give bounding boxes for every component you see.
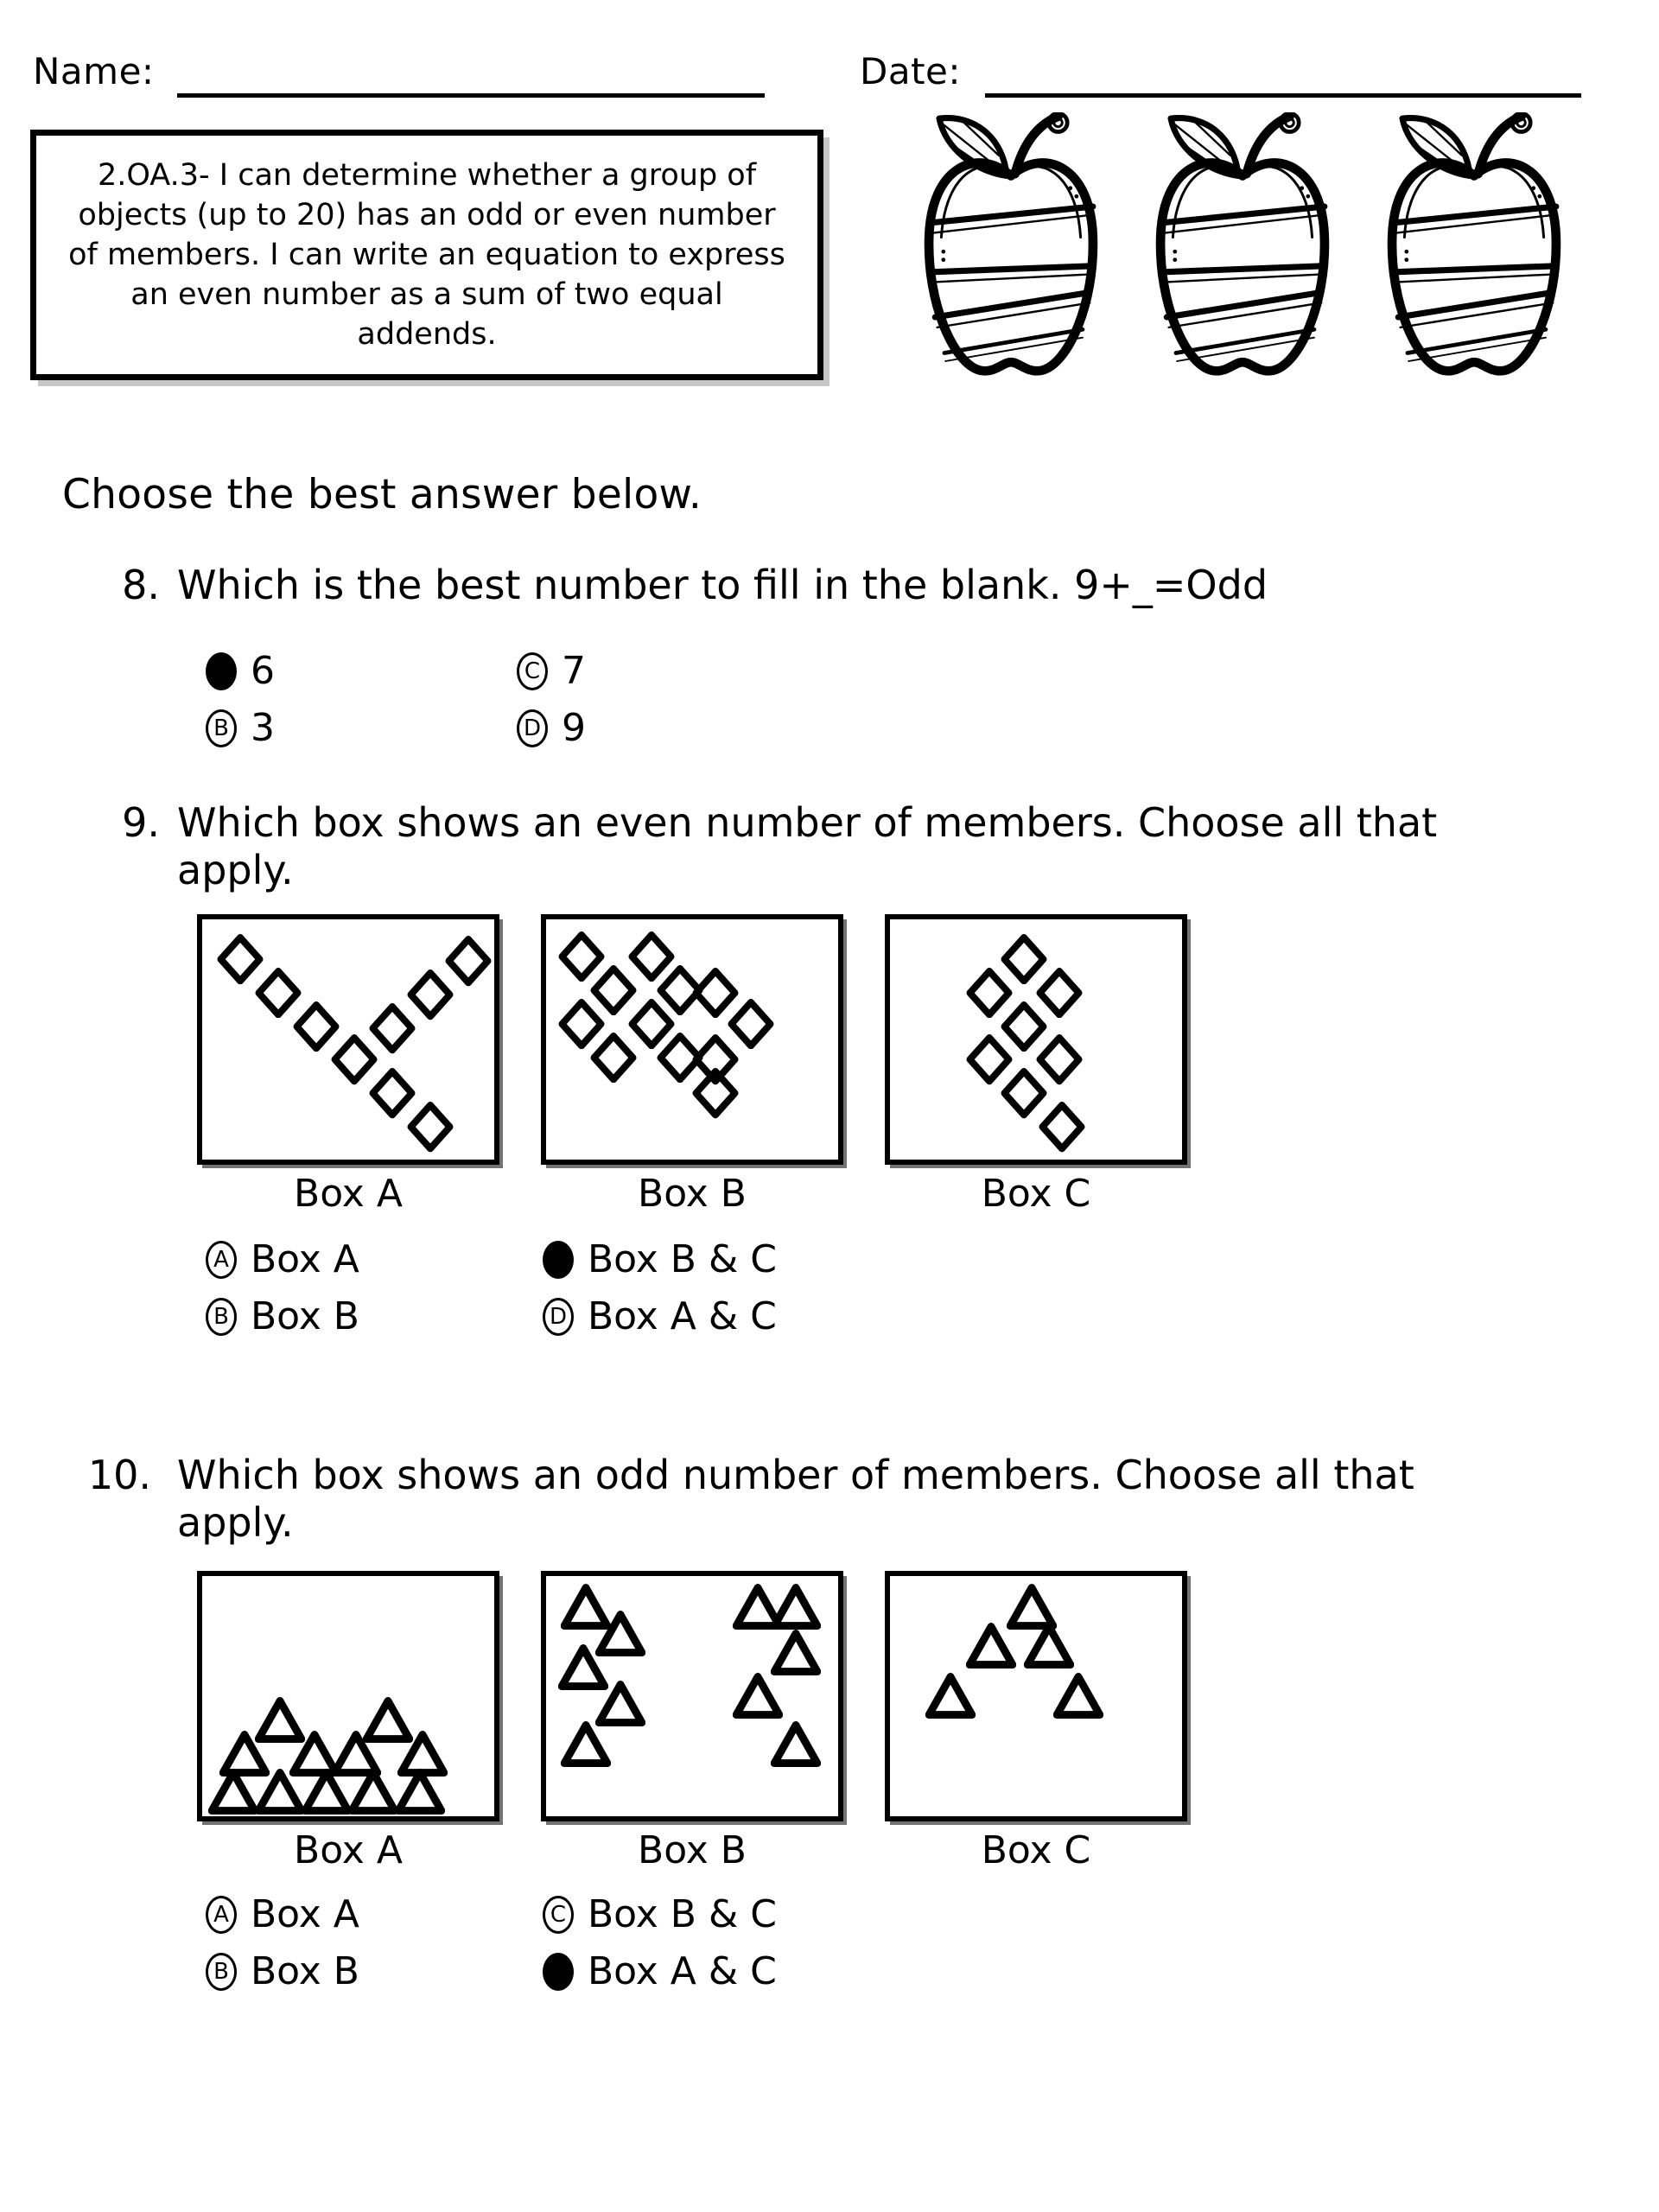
shape-box-a <box>197 1571 499 1821</box>
triangle-icon <box>395 1768 445 1815</box>
triangle-marker <box>925 1672 976 1723</box>
triangle-icon <box>771 1720 821 1768</box>
triangle-marker <box>255 1768 305 1819</box>
box-caption: Box A <box>294 1172 403 1216</box>
choice-label: 6 <box>251 649 275 693</box>
triangle-marker <box>771 1583 821 1634</box>
question-10-number: 10. <box>87 1452 151 1498</box>
choice-a[interactable] <box>206 649 517 693</box>
box-a-wrapper <box>197 914 499 1216</box>
shape-box-a <box>197 914 499 1165</box>
choice-b[interactable] <box>206 706 517 750</box>
triangle-marker <box>302 1768 352 1819</box>
diamond-icon <box>1039 1102 1085 1152</box>
choice-b[interactable] <box>206 1294 543 1338</box>
bubble-icon[interactable]: D <box>517 709 548 747</box>
question-9-box-group <box>197 914 1187 1216</box>
choice-label: Box A <box>251 1892 359 1936</box>
box-c-wrapper <box>885 1571 1187 1870</box>
question-9-text: Which box shows an even number of members. Choose all that apply. <box>177 799 1438 894</box>
name-blank-line[interactable] <box>177 93 765 98</box>
choice-label: Box A & C <box>588 1294 777 1338</box>
triangle-icon <box>348 1768 398 1815</box>
shape-box-c <box>885 914 1187 1165</box>
choice-a[interactable] <box>206 1892 543 1936</box>
standard-callout-box <box>30 130 823 380</box>
triangle-marker <box>733 1672 783 1723</box>
question-9-number: 9. <box>122 799 160 846</box>
bubble-icon[interactable]: C <box>517 652 548 690</box>
diamond-icon <box>445 936 492 986</box>
choice-label: Box B <box>251 1294 359 1338</box>
choice-label: Box B & C <box>588 1892 777 1936</box>
diamond-icon <box>692 1068 739 1118</box>
box-caption: Box C <box>981 1172 1091 1216</box>
choice-d[interactable] <box>543 1294 906 1338</box>
bubble-icon[interactable]: B <box>206 709 237 747</box>
apple-icon <box>1370 112 1578 389</box>
triangle-marker <box>771 1720 821 1771</box>
apple-icon <box>1139 112 1346 389</box>
bubble-icon[interactable]: D <box>543 1298 574 1336</box>
instruction-text: Choose the best answer below. <box>62 471 702 518</box>
question-10-text: Which box shows an odd number of members. Choose all that apply. <box>177 1452 1414 1547</box>
diamond-marker <box>407 1102 454 1155</box>
worksheet-header <box>0 26 1659 95</box>
choice-label: Box A & C <box>588 1949 777 1993</box>
box-caption: Box B <box>638 1828 747 1872</box>
bubble-icon[interactable]: B <box>206 1953 237 1991</box>
triangle-marker <box>395 1768 445 1819</box>
triangle-icon <box>925 1672 976 1719</box>
bubble-icon[interactable]: A <box>206 1241 237 1279</box>
choice-label: 3 <box>251 706 275 750</box>
triangle-icon <box>1024 1622 1074 1669</box>
apple-icon-3 <box>1370 112 1578 389</box>
apple-icon-2 <box>1139 112 1346 389</box>
box-caption: Box A <box>294 1828 403 1872</box>
shape-box-b <box>541 914 843 1165</box>
bubble-icon[interactable]: C <box>543 1896 574 1934</box>
bubble-selected-icon[interactable] <box>543 1953 574 1991</box>
triangle-marker <box>561 1720 611 1771</box>
choice-d[interactable] <box>543 1949 906 1993</box>
triangle-icon <box>771 1629 821 1676</box>
date-blank-line[interactable] <box>985 93 1581 98</box>
date-label: Date: <box>860 50 962 92</box>
diamond-marker <box>728 999 774 1052</box>
triangle-marker <box>1024 1622 1074 1673</box>
triangle-marker <box>208 1768 258 1819</box>
triangle-icon <box>561 1720 611 1768</box>
box-c-wrapper <box>885 914 1187 1216</box>
shape-box-b <box>541 1571 843 1821</box>
diamond-marker <box>445 936 492 989</box>
choice-c[interactable] <box>543 1237 906 1281</box>
shape-box-c <box>885 1571 1187 1821</box>
triangle-icon <box>1053 1672 1103 1719</box>
box-caption: Box C <box>981 1828 1091 1872</box>
choice-c[interactable] <box>543 1892 906 1936</box>
triangle-marker <box>348 1768 398 1819</box>
diamond-icon <box>407 1102 454 1152</box>
choice-label: 9 <box>562 706 586 750</box>
bubble-icon[interactable]: B <box>206 1298 237 1336</box>
box-a-wrapper <box>197 1571 499 1870</box>
triangle-marker <box>966 1622 1016 1673</box>
apple-icon <box>907 112 1115 389</box>
apple-icon-1 <box>907 112 1115 389</box>
choice-label: 7 <box>562 649 586 693</box>
diamond-marker <box>692 1068 739 1122</box>
triangle-icon <box>302 1768 352 1815</box>
question-10-box-group <box>197 1571 1187 1870</box>
question-10-choices <box>206 1892 906 1993</box>
diamond-icon <box>728 999 774 1049</box>
box-b-wrapper <box>541 914 843 1216</box>
question-8-text: Which is the best number to fill in the blank. 9+_=Odd <box>177 562 1268 608</box>
apple-decoration-group <box>907 112 1590 389</box>
bubble-selected-icon[interactable] <box>206 652 237 690</box>
choice-c[interactable] <box>517 649 828 693</box>
bubble-icon[interactable]: A <box>206 1896 237 1934</box>
choice-b[interactable] <box>206 1949 543 1993</box>
triangle-icon <box>771 1583 821 1630</box>
diamond-marker <box>1039 1102 1085 1155</box>
standard-text: 2.OA.3- I can determine whether a group of objects (up to 20) has an odd or even number of members. I can write an equation to express an even number as a sum of two equal addends. <box>68 157 785 353</box>
choice-d[interactable] <box>517 706 828 750</box>
box-b-wrapper <box>541 1571 843 1870</box>
triangle-marker <box>1053 1672 1103 1723</box>
question-9-choices <box>206 1237 906 1338</box>
choice-label: Box A <box>251 1237 359 1281</box>
box-caption: Box B <box>638 1172 747 1216</box>
triangle-icon <box>255 1768 305 1815</box>
choice-label: Box B & C <box>588 1237 777 1281</box>
bubble-selected-icon[interactable] <box>543 1241 574 1279</box>
name-label: Name: <box>33 50 155 92</box>
question-8-choices <box>206 649 828 750</box>
question-8-number: 8. <box>122 562 160 608</box>
choice-label: Box B <box>251 1949 359 1993</box>
triangle-icon <box>966 1622 1016 1669</box>
triangle-icon <box>208 1768 258 1815</box>
choice-a[interactable] <box>206 1237 543 1281</box>
triangle-icon <box>733 1672 783 1719</box>
